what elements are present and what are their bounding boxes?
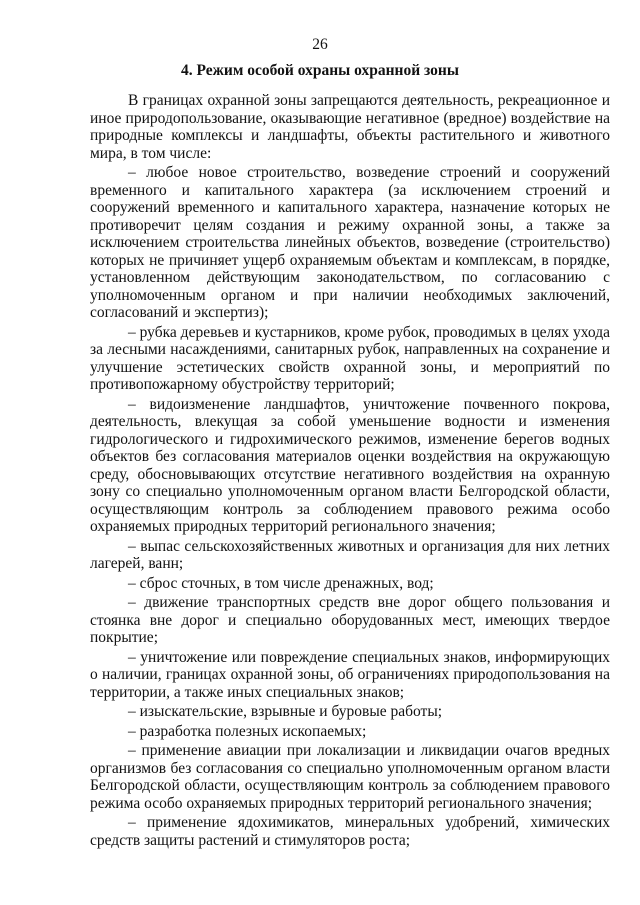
paragraph-tree-cutting: – рубка деревьев и кустарников, кроме рубок, проводимых в целях ухода за лесными насаждениями, санитарных рубок, направленных на сохранение и улучшение эстетических свойств охранной зоны, и мероприятий по противопожарному обустройству территорий; <box>90 323 610 393</box>
paragraph-mining: – разработка полезных ископаемых; <box>128 722 367 740</box>
paragraph-aviation: – применение авиации при локализации и ликвидации очагов вредных организмов без согласования со специально уполномоченным органом власти Белгородской области, осуществляющим контроль за соблюдением правового режима особо охраняемых природных территорий регионального значения; <box>90 742 610 812</box>
paragraph-survey-works: – изыскательские, взрывные и буровые работы; <box>128 703 443 720</box>
paragraph-intro: В границах охранной зоны запрещаются деятельность, рекреационное и иное природопользование, оказывающие негативное (вредное) воздействие на природные комплексы и ландшафты, объекты растительного и животного мира, в том числе: <box>90 92 610 162</box>
paragraph-discharge: – сброс сточных, в том числе дренажных, вод; <box>128 574 434 592</box>
paragraph-construction: – любое новое строительство, возведение строений и сооружений временного и капитального характера (за исключением строений и сооружений временного и капитального характера, назначение которых не противоречит целям создания и режиму охранной зоны, а также за исключением строительства линейных объектов, возведение (строительство) которых не причиняет ущерб охраняемым объектам и комплексам, в порядке, установленном действующим законодательством, по согласованию с уполномоченным органом и при наличии необходимых заключений, согласований и экспертиз); <box>90 164 610 321</box>
body-text <box>90 92 610 851</box>
paragraph-signs: – уничтожение или повреждение специальных знаков, информирующих о наличии, границах охранной зоны, об ограничениях природопользования на территории, а также иных специальных знаков; <box>90 648 610 701</box>
paragraph-grazing: – выпас сельскохозяйственных животных и организация для них летних лагерей, ванн; <box>90 537 610 572</box>
paragraph-vehicles: – движение транспортных средств вне дорог общего пользования и стоянка вне дорог и специально оборудованных мест, имеющих твердое покрытие; <box>90 594 610 646</box>
page-number: 26 <box>312 36 328 53</box>
paragraph-chemicals: – применение ядохимикатов, минеральных удобрений, химических средств защиты растений и стимуляторов роста; <box>90 814 610 849</box>
paragraph-landscape: – видоизменение ландшафтов, уничтожение почвенного покрова, деятельность, влекущая за собой уменьшение водности и изменения гидрологического и гидрохимического режимов, изменение берегов водных объектов без согласования материалов оценки воздействия на окружающую среду, обосновывающих отсутствие негативного воздействия на охранную зону со специально уполномоченным органом власти Белгородской области, осуществляющим контроль за соблюдением правового режима особо охраняемых природных территорий регионального значения; <box>90 395 610 535</box>
section-title: 4. Режим особой охраны охранной зоны <box>181 62 459 79</box>
